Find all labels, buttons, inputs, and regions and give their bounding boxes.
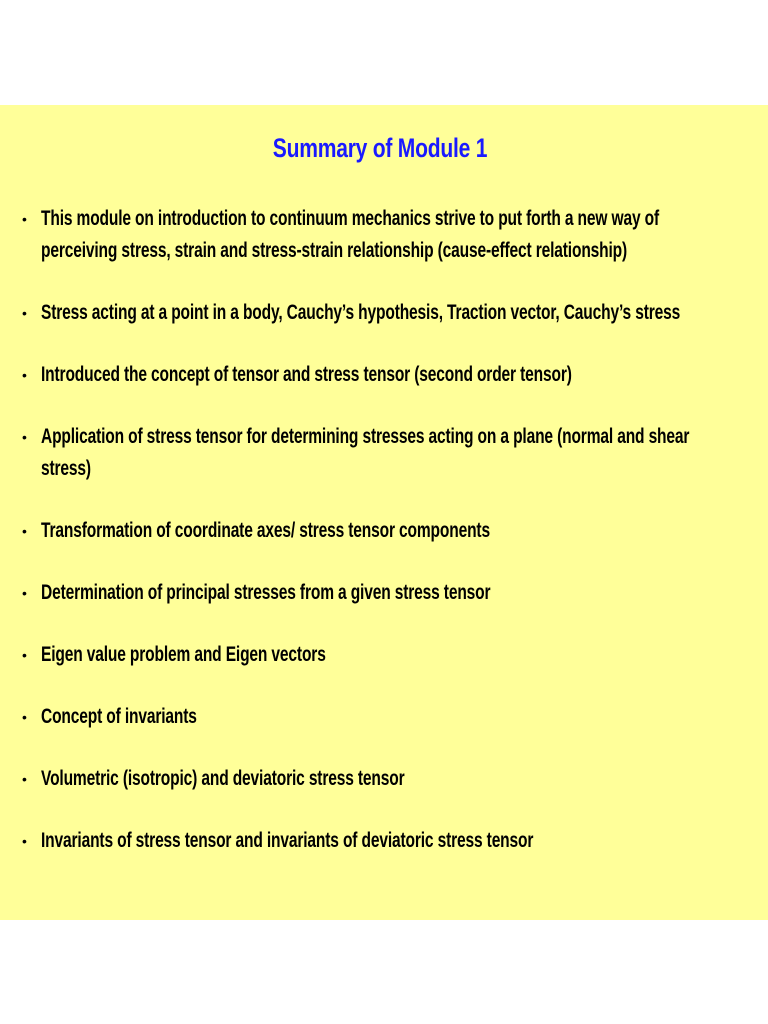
bullet-text: Transformation of coordinate axes/ stress tensor components — [41, 519, 490, 542]
bullet-icon: • — [22, 305, 27, 321]
bullet-list — [22, 203, 762, 887]
slide-title: Summary of Module 1 — [272, 133, 488, 163]
bullet-item — [22, 701, 762, 733]
bullet-item — [22, 763, 762, 795]
bullet-text: Eigen value problem and Eigen vectors — [41, 643, 326, 666]
bullet-item — [22, 297, 762, 329]
bullet-item — [22, 639, 762, 671]
bullet-icon: • — [22, 647, 27, 663]
bullet-text: Introduced the concept of tensor and stress tensor (second order tensor) — [41, 363, 572, 386]
bullet-icon: • — [22, 833, 27, 849]
bullet-text: Determination of principal stresses from a given stress tensor — [41, 581, 491, 604]
bullet-item — [22, 577, 762, 609]
bullet-icon: • — [22, 523, 27, 539]
bullet-icon: • — [22, 709, 27, 725]
slide — [0, 105, 768, 920]
bullet-icon: • — [22, 429, 27, 445]
bullet-text: This module on introduction to continuum mechanics strive to put forth a new way of perceiving stress, strain and stress-strain relationship (cause-effect relationship) — [41, 207, 659, 262]
bullet-item — [22, 359, 762, 391]
bullet-text: Invariants of stress tensor and invariants of deviatoric stress tensor — [41, 829, 534, 852]
bullet-icon: • — [22, 771, 27, 787]
bullet-item — [22, 203, 762, 267]
bullet-item — [22, 515, 762, 547]
bullet-text: Stress acting at a point in a body, Cauchy’s hypothesis, Traction vector, Cauchy’s stress — [41, 301, 681, 324]
bullet-icon: • — [22, 585, 27, 601]
bullet-icon: • — [22, 211, 27, 227]
bullet-item — [22, 421, 762, 485]
bullet-icon: • — [22, 367, 27, 383]
bullet-text: Concept of invariants — [41, 705, 197, 728]
bullet-item — [22, 825, 762, 857]
bullet-text: Application of stress tensor for determining stresses acting on a plane (normal and shear stress) — [41, 425, 690, 480]
bullet-text: Volumetric (isotropic) and deviatoric stress tensor — [41, 767, 405, 790]
